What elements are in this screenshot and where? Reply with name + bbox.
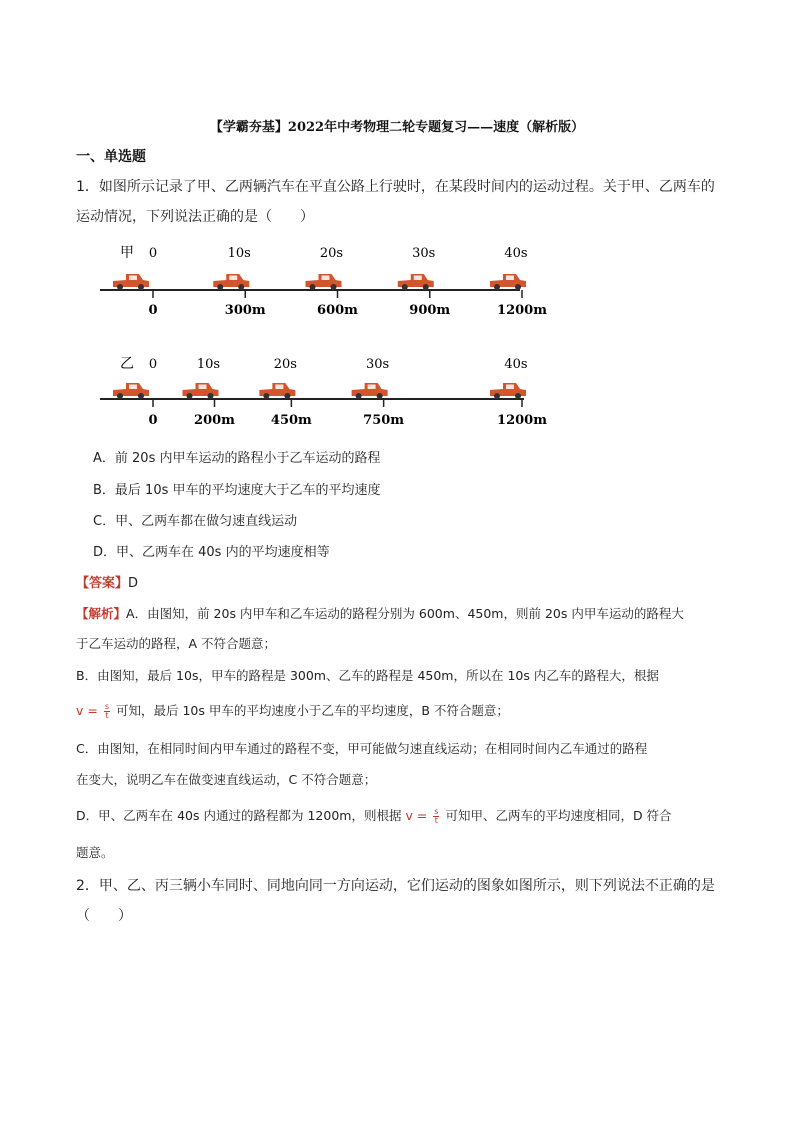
q1-option-b: B．最后 10s 甲车的平均速度大于乙车的平均速度 (93, 483, 381, 498)
q1-option-a: A．前 20s 内甲车运动的路程小于乙车运动的路程 (93, 451, 381, 466)
car-b (113, 383, 149, 399)
q1-stem-line-2: 运动情况，下列说法正确的是（ ） (76, 209, 314, 225)
analysis-label: 【解析】 (76, 606, 127, 621)
time-label-b: 10s (196, 357, 221, 372)
time-label-a: 10s (227, 246, 251, 261)
car-a (113, 274, 149, 290)
speed-formula-fraction-2: $\frac{s}{t}$ (434, 807, 439, 825)
analysis-c-line-1: C．由图知，在相同时间内甲车通过的路程不变，甲可能做匀速直线运动；在相同时间内乙车通过的路程 (76, 741, 648, 756)
car-b (259, 383, 295, 399)
analysis-d-line-2: 题意。 (76, 845, 114, 860)
time-label-b: 0 (148, 357, 158, 372)
q1-option-d: D．甲、乙两车在 40s 内的平均速度相等 (93, 545, 330, 560)
car-a (490, 274, 526, 290)
analysis-c-line-2: 在变大，说明乙车在做变速直线运动，C 不符合题意； (76, 772, 377, 787)
q1-motion-figure (90, 238, 547, 438)
q2-stem-line-2: （ ） (76, 908, 132, 924)
time-label-a: 30s (412, 246, 436, 261)
q2-stem-line-1: 2．甲、乙、丙三辆小车同时、同地向同一方向运动，它们运动的图象如图所示，则下列说法不正确的是 (76, 878, 715, 894)
distance-label-b: 750m (363, 413, 405, 428)
distance-label-a: 900m (409, 303, 451, 318)
car-b-label: 乙 (120, 356, 134, 372)
car-b (490, 383, 526, 399)
time-label-a: 0 (148, 246, 158, 261)
distance-label-a: 1200m (497, 303, 547, 318)
distance-label-a: 600m (317, 303, 358, 318)
analysis-b-line-2: v = $\frac{s}{t}$ 可知，最后 10s 甲车的平均速度小于乙车的平均速度，B 不符合题意； (76, 702, 509, 720)
car-b (352, 383, 388, 399)
time-label-b: 40s (504, 357, 528, 372)
distance-label-b: 1200m (497, 413, 547, 428)
q1-option-c: C．甲、乙两车都在做匀速直线运动 (93, 514, 298, 529)
car-a (398, 274, 434, 290)
car-a-label: 甲 (120, 245, 134, 261)
distance-label-a: 300m (224, 303, 266, 318)
speed-formula-fraction: $\frac{s}{t}$ (104, 702, 110, 720)
car-a (213, 274, 249, 290)
page-title: 【学霸夯基】2022年中考物理二轮专题复习——速度（解析版） (209, 120, 585, 135)
car-a (306, 274, 342, 290)
analysis-a-line-1: 【解析】A．由图知，前 20s 内甲车和乙车运动的路程分别为 600m、450m，则前 20s 内甲车运动的路程大 (76, 606, 684, 621)
answer-value: D (128, 576, 139, 591)
analysis-a-line-2: 于乙车运动的路程，A 不符合题意； (76, 636, 277, 651)
distance-label-b: 450m (270, 413, 312, 428)
time-label-b: 30s (366, 357, 390, 372)
analysis-d-line-1: D．甲、乙两车在 40s 内通过的路程都为 1200m，则根据 v = $\frac{s}{t}$ 可知甲、乙两车的平均速度相同，D 符合 (76, 807, 672, 825)
car-b (183, 383, 219, 399)
distance-label-a: 0 (148, 303, 158, 318)
distance-label-b: 200m (194, 413, 235, 428)
analysis-b-line-1: B．由图知，最后 10s，甲车的路程是 300m、乙车的路程是 450m，所以在 10s 内乙车的路程大，根据 (76, 668, 659, 683)
answer-label: 【答案】 (76, 576, 129, 591)
time-label-a: 20s (319, 246, 344, 261)
q1-stem-line-1: 1．如图所示记录了甲、乙两辆汽车在平直公路上行驶时，在某段时间内的运动过程。关于甲、乙两车的 (76, 179, 715, 195)
q1-answer (76, 572, 138, 591)
time-label-a: 40s (504, 246, 528, 261)
distance-label-b: 0 (148, 413, 158, 428)
section-heading: 一、单选题 (76, 149, 146, 165)
time-label-b: 20s (273, 357, 297, 372)
